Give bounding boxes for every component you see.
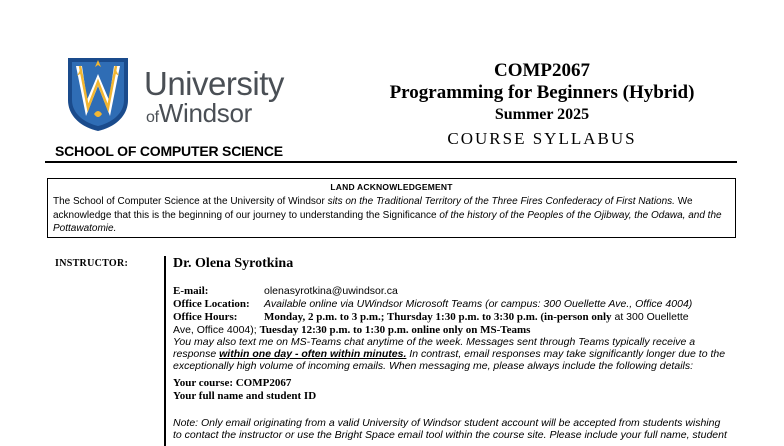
hours-value-a: Monday, 2 p.m. to 3 p.m.; Thursday 1:30 p.m. to 3:30 p.m. (in-person only <box>264 311 612 323</box>
your-name: Your full name and student ID <box>173 390 317 402</box>
course-title-block <box>372 60 712 150</box>
document-type: COURSE SYLLABUS <box>447 129 637 148</box>
hours-row <box>173 311 689 323</box>
office-value: Available online via UWindsor Microsoft Teams (or campus: 300 Ouellette Ave., Office 4004) <box>264 298 693 310</box>
teams-2c: In contrast, email responses may take significantly longer due to the <box>406 347 726 360</box>
email-label: E-mail: <box>173 285 209 297</box>
instructor-label: INSTRUCTOR: <box>55 258 129 269</box>
office-row <box>173 298 692 310</box>
wordmark-windsor <box>144 100 284 126</box>
hours-label: Office Hours: <box>173 311 238 323</box>
school-name: SCHOOL OF COMPUTER SCIENCE <box>55 143 283 159</box>
your-course: Your course: COMP2067 <box>173 377 292 389</box>
email-value[interactable]: olenasyrotkina@uwindsor.ca <box>264 285 398 297</box>
teams-line-2 <box>173 349 733 361</box>
land-text-2: sits on the Traditional Territory of the Three Fires Confederacy of First Nations. <box>327 196 675 207</box>
hours-value-b: at 300 Ouellette <box>611 311 689 323</box>
instructor-name: Dr. Olena Syrotkina <box>173 256 294 271</box>
wordmark-university: University <box>144 65 284 102</box>
section-divider <box>164 256 166 446</box>
office-label: Office Location: <box>173 298 250 310</box>
land-text-3: We acknowledge that this is the beginning of our journey to understanding the Significance <box>53 196 693 221</box>
email-row <box>173 285 398 297</box>
email-note <box>173 418 733 442</box>
wordmark-windsor-text: Windsor <box>158 98 253 128</box>
hours-value-d: Tuesday 12:30 p.m. to 1:30 p.m. online only on MS-Teams <box>259 324 531 336</box>
wordmark-of: of <box>146 109 159 126</box>
teams-line-3: exceptionally high volume of incoming emails. When messaging me, please always include the following details: <box>173 359 694 372</box>
university-wordmark <box>144 67 284 126</box>
course-term: Summer 2025 <box>494 106 590 123</box>
course-title: Programming for Beginners (Hybrid) <box>389 82 695 103</box>
teams-2b: within one day - often within minutes. <box>219 347 407 360</box>
hours-value-c: Ave, Office 4004); <box>173 324 260 336</box>
note-line-1: Note: Only email originating from a valid University of Windsor student account will be accepted from students wishing <box>173 417 721 429</box>
note-line-2: to contact the instructor or use the Bright Space email tool within the course site. Please include your full name, student <box>173 428 727 441</box>
land-acknowledgement-heading: LAND ACKNOWLEDGEMENT <box>330 182 453 192</box>
header-divider <box>45 161 737 163</box>
course-code: COMP2067 <box>493 60 591 81</box>
land-text-1: The School of Computer Science at the University of Windsor <box>53 196 328 207</box>
hours-row-2 <box>173 324 530 336</box>
land-acknowledgement-text <box>53 195 733 236</box>
land-text-4: of the history of the Peoples of the Ojibway, the Odawa, and the Pottawatomie. <box>53 209 722 234</box>
teams-line-1: You may also text me on MS-Teams chat anytime of the week. Messages sent through Teams typically receive a <box>173 336 696 348</box>
university-shield-logo <box>66 56 130 132</box>
teams-2a: response <box>173 347 220 360</box>
teams-note <box>173 337 733 372</box>
